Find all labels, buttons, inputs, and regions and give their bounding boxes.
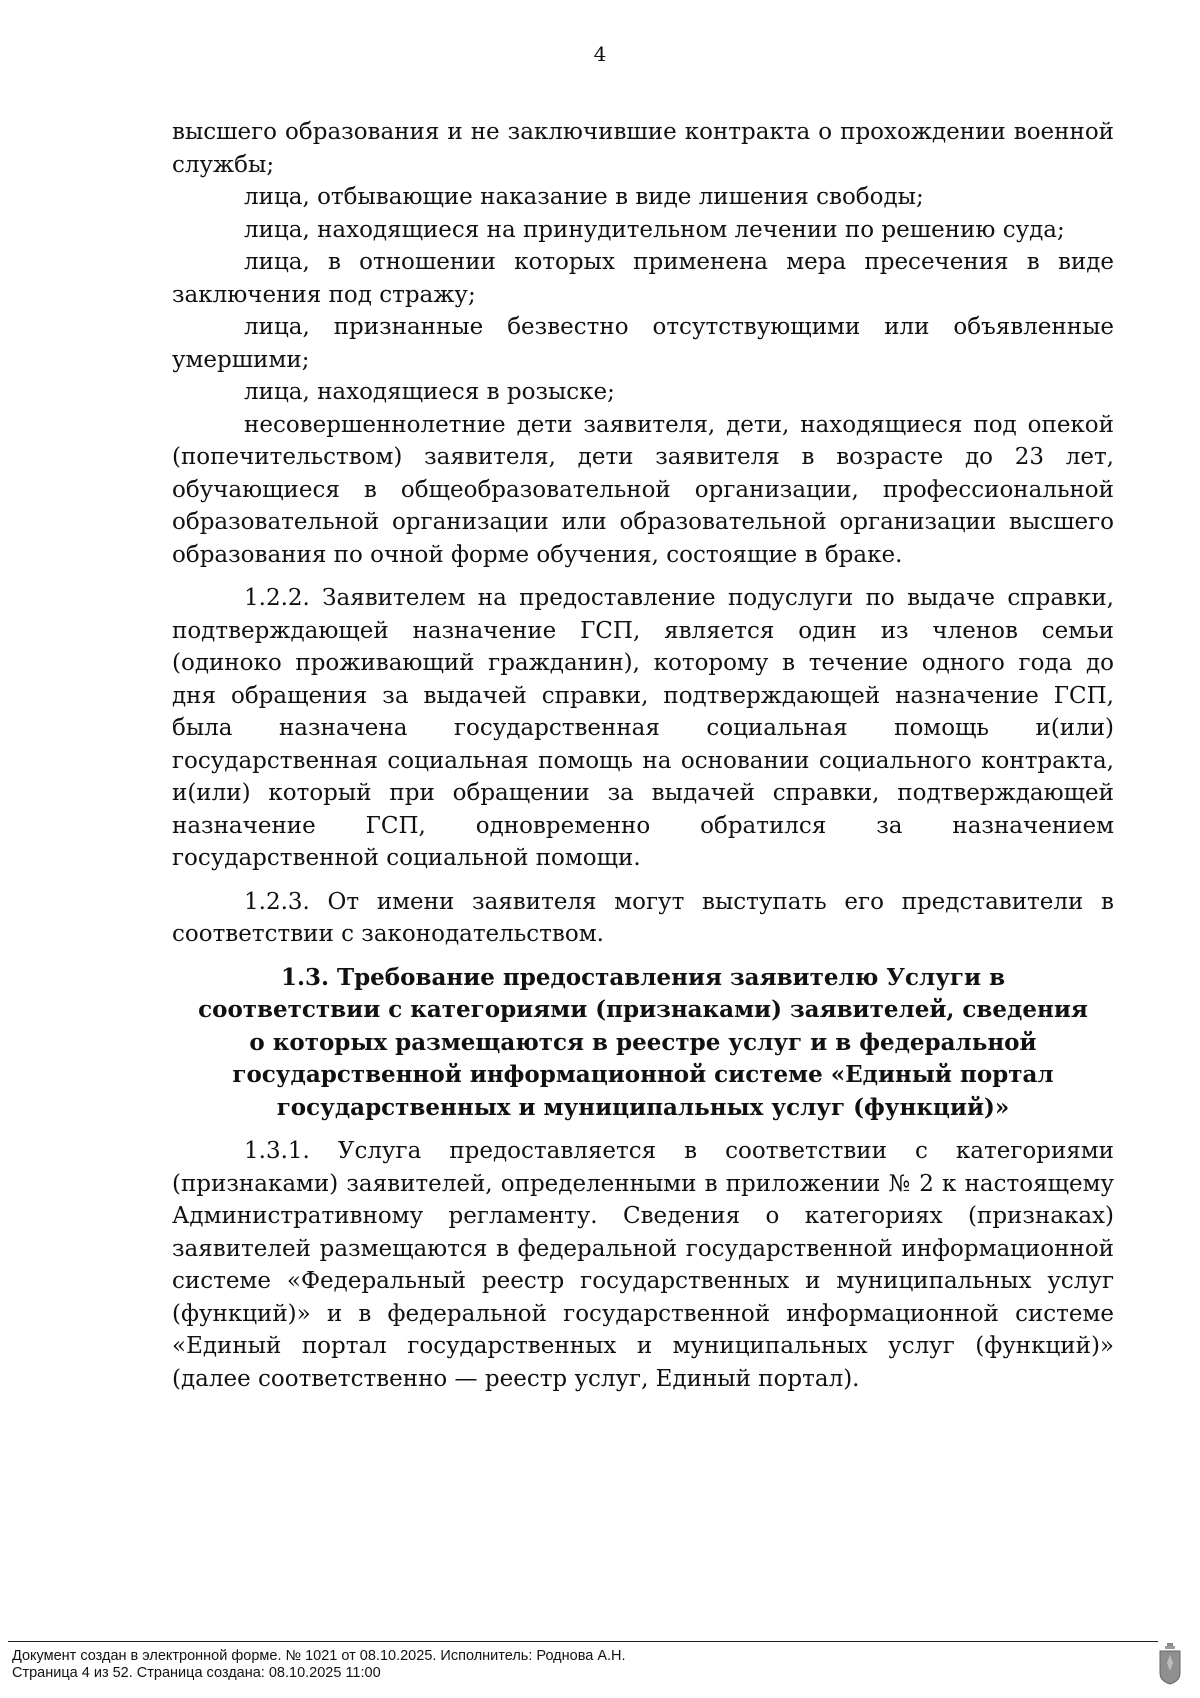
document-body bbox=[172, 116, 1114, 1395]
footer-document-info: Документ создан в электронной форме. № 1021 от 08.10.2025. Исполнитель: Роднова А.Н. bbox=[12, 1648, 626, 1664]
page-number: 4 bbox=[593, 42, 607, 66]
section-heading-1-3: 1.3. Требование предоставления заявителю Услуги в соответствии с категориями (признаками) заявителей, сведения о которых размещаются в реестре услуг и в федеральной государственной информационной системе «Единый портал государственных и муниципальных услуг (функций)» bbox=[198, 963, 1088, 1121]
list-item-wanted: лица, находящиеся в розыске; bbox=[244, 379, 615, 405]
footer-page-info: Страница 4 из 52. Страница создана: 08.10.2025 11:00 bbox=[12, 1665, 381, 1681]
document-footer bbox=[12, 1648, 1112, 1682]
list-item-minor-children: несовершеннолетние дети заявителя, дети, находящиеся под опекой (попечительством) заявителя, дети заявителя в возрасте до 23 лет, обучающиеся в общеобразовательной организации, профессиональной образовательной организации или образовательной организации высшего образования по очной форме обучения, состоящие в браке. bbox=[172, 411, 1114, 568]
list-item-detention: лица, в отношении которых применена мера пресечения в виде заключения под стражу; bbox=[172, 249, 1114, 308]
list-item-prisoners: лица, отбывающие наказание в виде лишения свободы; bbox=[244, 184, 924, 210]
list-item-missing-or-deceased: лица, признанные безвестно отсутствующими или объявленные умершими; bbox=[172, 314, 1114, 373]
list-item-compulsory-treatment: лица, находящиеся на принудительном лечении по решению суда; bbox=[244, 216, 1065, 243]
footer-divider bbox=[8, 1641, 1158, 1642]
clause-1-2-2: 1.2.2. Заявителем на предоставление подуслуги по выдаче справки, подтверждающей назначение ГСП, является один из членов семьи (одиноко проживающий гражданин), которому в течение одного года до дня обращения за выдачей справки, подтверждающей назначение ГСП, была назначена государственная социальная помощь и(или) государственная социальная помощь на основании социального контракта, и(или) который при обращении за выдачей справки, подтверждающей назначение ГСП, одновременно обратился за назначением государственной социальной помощи. bbox=[172, 585, 1114, 871]
coat-of-arms-icon bbox=[1158, 1643, 1182, 1685]
clause-1-2-3: 1.2.3. От имени заявителя могут выступать его представители в соответствии с законодательством. bbox=[172, 888, 1114, 947]
clause-1-3-1: 1.3.1. Услуга предоставляется в соответствии с категориями (признаками) заявителей, определенными в приложении № 2 к настоящему Административному регламенту. Сведения о категориях (признаках) заявителей размещаются в федеральной государственной информационной системе «Федеральный реестр государственных и муниципальных услуг (функций)» и в федеральной государственной информационной системе «Единый портал государственных и муниципальных услуг (функций)» (далее соответственно — реестр услуг, Единый портал). bbox=[172, 1138, 1114, 1392]
paragraph-continuation: высшего образования и не заключившие контракта о прохождении военной службы; bbox=[172, 119, 1114, 178]
